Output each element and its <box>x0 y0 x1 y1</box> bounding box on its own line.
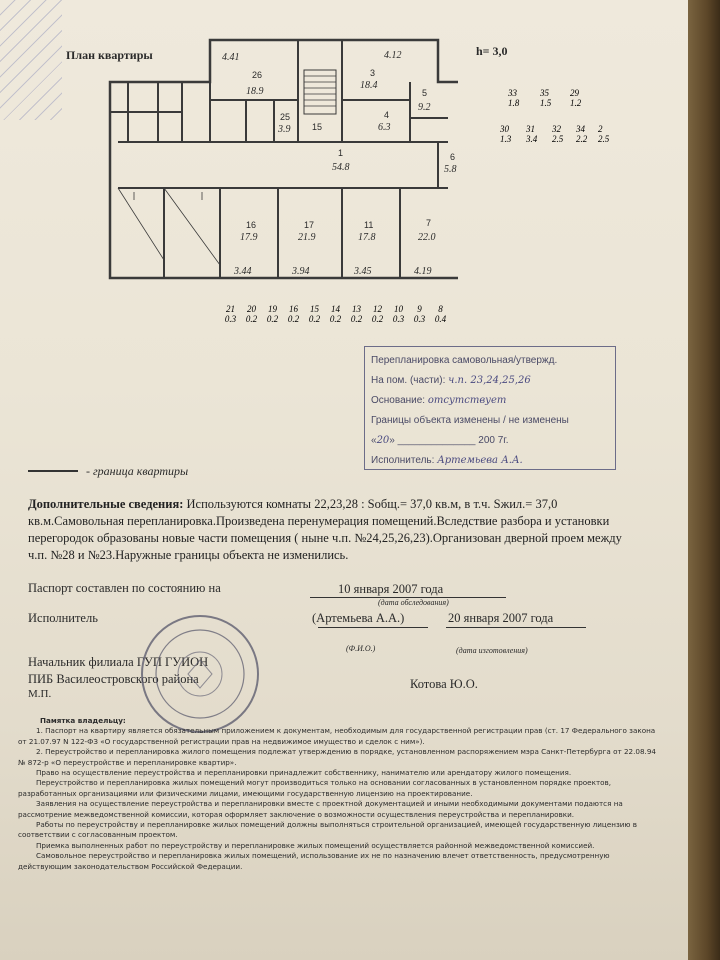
room-1-area: 54.8 <box>332 162 350 173</box>
dim-bottom-2: 3.94 <box>292 266 310 277</box>
memo-paragraph: Работы по переустройству и перепланировке жилых помещений должны выполняться строительной организацией, имеющей государственную лицензию в соответствии с согласованным проектом. <box>18 820 638 840</box>
hatch-corner <box>0 0 62 120</box>
memo-paragraph: 1. Паспорт на квартиру является обязательным приложением к документам, необходимым для государственной регистрации прав (ст. 17 Федерального закона от 21.07.97 N 122-ФЗ «О государственной регистрации прав на недвижимое имущество и сделок с ним»). <box>18 726 656 746</box>
room-15-number: 15 <box>312 122 323 132</box>
room-5-area: 9.2 <box>418 102 431 113</box>
fraction-30: 30 1.3 <box>500 124 512 144</box>
chief-name: Котова Ю.О. <box>410 677 478 691</box>
additional-info <box>28 496 638 564</box>
room-11-number: 11 <box>364 220 374 230</box>
boundary-legend-line <box>28 470 78 472</box>
dim-top-1: 4.41 <box>222 52 240 63</box>
memo-paragraph: 2. Переустройство и перепланировка жилого помещения подлежат утверждению в порядке, установленном распоряжением мэра Санкт-Петербурга от 22.08.94 № 872-р «О переустройстве и перепланировке квартир». <box>18 747 656 767</box>
memo-paragraph: Переустройство и перепланировка жилых помещений могут производиться только на основании согласованных в установленном порядке проектов, разработанных организациями или физическими лицами, имеющими государственную лицензию на проектирование. <box>18 778 612 798</box>
chief-title-line1: Начальник филиала ГУП ГУИОН <box>28 655 209 669</box>
passport-date: 10 января 2007 года <box>338 582 444 596</box>
redevelopment-stamp <box>364 346 616 470</box>
memo-paragraph: Заявления на осуществление переустройства и перепланировки вместе с проектной документацией и иными необходимыми документами подаются на рассмотрение межведомственной комиссии, которая оформляет заключение о возможности осуществления переустройства и перепланировки. <box>18 799 623 819</box>
room-25-number: 25 <box>280 112 291 122</box>
chief-title-line2: ПИБ Василеостровского района <box>28 672 199 686</box>
room-26-area: 18.9 <box>246 86 264 97</box>
room-3-area: 18.4 <box>360 80 378 91</box>
seal-place-label: М.П. <box>28 688 52 700</box>
fraction-35: 35 1.5 <box>540 88 552 108</box>
room-26-number: 26 <box>252 70 263 80</box>
stamp-rooms-row: На пом. (части): ч.п. 23,24,25,26 <box>371 375 531 386</box>
made-date-caption: (дата изготовления) <box>456 646 528 655</box>
stamp-boundaries: Границы объекта изменены / не изменены <box>371 415 569 426</box>
fraction-2: 2 2.5 <box>598 124 610 144</box>
stamp-basis-row: Основание: отсутствует <box>371 395 507 406</box>
room-7-area: 22.0 <box>418 232 436 243</box>
room-6-area: 5.8 <box>444 164 457 175</box>
fio-caption: (Ф.И.О.) <box>346 644 376 653</box>
fraction-29: 29 1.2 <box>570 88 582 108</box>
floor-plan-drawing <box>98 20 458 290</box>
memo-paragraph: Самовольное переустройство и перепланировка жилых помещений, использование их не по назначению влечет ответственность, предусмотренную действующим законодательством Российской Федерации. <box>18 851 610 871</box>
fraction-32: 32 2.5 <box>552 124 564 144</box>
plan-title: План квартиры <box>66 48 153 62</box>
room-25-area: 3.9 <box>278 124 291 135</box>
passport-label: Паспорт составлен по состоянию на <box>28 581 221 595</box>
fraction-34: 34 2.2 <box>576 124 588 144</box>
fraction-31: 31 3.4 <box>526 124 538 144</box>
axis-fractions-row: 21 20 19 16 15 14 13 12 10 9 8 0.3 0.2 0.2 0.2 0.2 0.2 0.2 0.2 0.3 0.3 0.4 <box>224 304 447 324</box>
executor-label: Исполнитель <box>28 611 98 625</box>
ceiling-height-label: h= 3,0 <box>476 44 508 58</box>
stamp-date-row: «20» ______________ 200 7г. <box>371 435 509 446</box>
room-4-number: 4 <box>384 110 390 120</box>
dim-bottom-1: 3.44 <box>234 266 252 277</box>
room-17-area: 21.9 <box>298 232 316 243</box>
room-16-area: 17.9 <box>240 232 258 243</box>
dim-bottom-3: 3.45 <box>354 266 372 277</box>
owner-memo <box>18 716 658 872</box>
room-11-area: 17.8 <box>358 232 376 243</box>
room-17-number: 17 <box>304 220 315 230</box>
dim-bottom-4: 4.19 <box>414 266 432 277</box>
survey-date-caption: (дата обследования) <box>378 598 449 607</box>
room-6-number: 6 <box>450 152 456 162</box>
boundary-legend-text: - граница квартиры <box>86 464 189 478</box>
page-edge-background <box>688 0 720 960</box>
dim-top-2: 4.12 <box>384 50 402 61</box>
memo-paragraph: Право на осуществление переустройства и перепланировки принадлежит собственнику, нанимателю или арендатору жилого помещения. <box>36 768 572 778</box>
room-1-number: 1 <box>338 148 344 158</box>
memo-title: Памятка владельцу: <box>40 716 126 725</box>
stamp-executor-row: Исполнитель: Артемьева А.А. <box>371 455 523 466</box>
info-paragraph: Дополнительные сведения: Используются комнаты 22,23,28 : Sобщ.= 37,0 кв.м, в т.ч. Sжил.= 37,0 кв.м.Самовольная перепланировка.Произведена перенумерация помещений.Вследствие разбора и установки перегородок образованы новые части помещения ( ныне ч.п. №24,25,26,23).Организован дверной проем между ч.п. №28 и №23.Наружные границы объекта не изменились. <box>28 497 622 562</box>
room-4-area: 6.3 <box>378 122 391 133</box>
room-7-number: 7 <box>426 218 432 228</box>
room-5-number: 5 <box>422 88 428 98</box>
memo-paragraph: Приемка выполненных работ по переустройству и перепланировке жилых помещений осуществляется районной межведомственной комиссией. <box>36 840 595 850</box>
room-3-number: 3 <box>370 68 376 78</box>
executor-name: (Артемьева А.А.) <box>312 611 405 625</box>
made-date: 20 января 2007 года <box>448 611 554 625</box>
fraction-33: 33 1.8 <box>508 88 520 108</box>
stamp-title: Перепланировка самовольная/утвержд. <box>371 355 558 366</box>
room-16-number: 16 <box>246 220 257 230</box>
